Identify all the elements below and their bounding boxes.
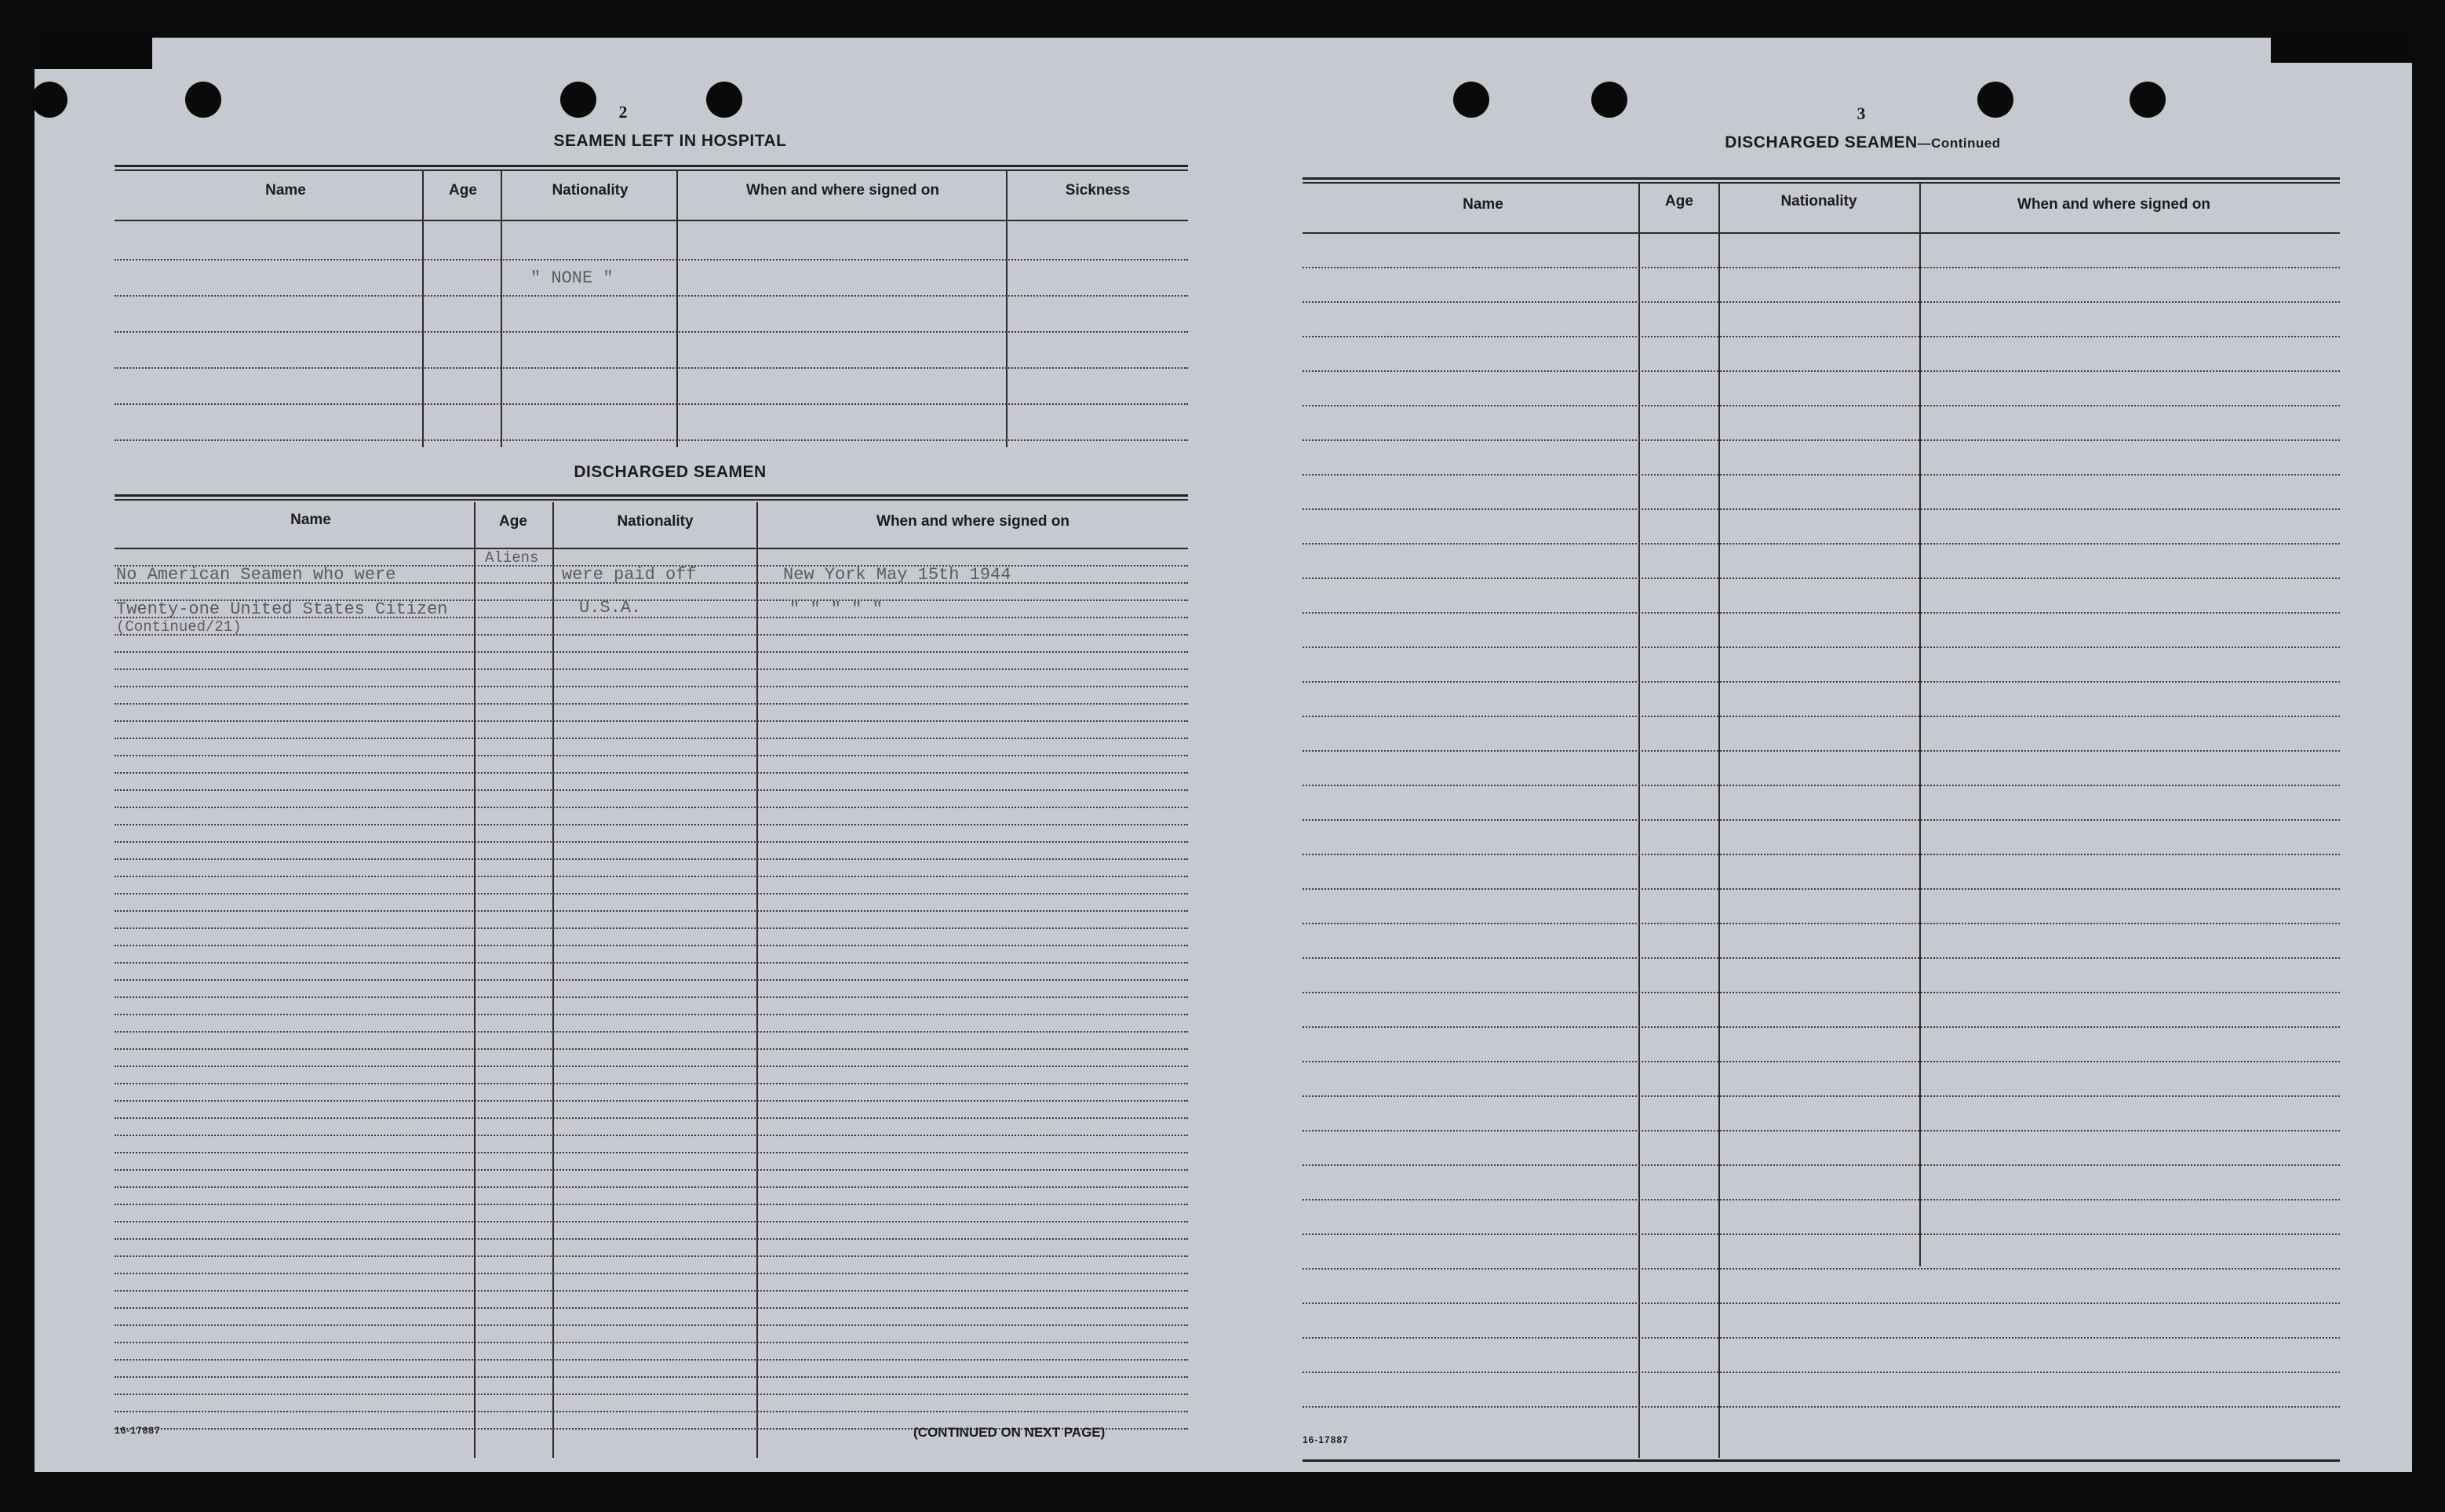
- page-number: 3: [1857, 104, 1866, 123]
- table-row: [115, 738, 1188, 739]
- table-row: [1303, 508, 2340, 510]
- table-row: [1303, 1303, 2340, 1304]
- table-row: [115, 1031, 1188, 1033]
- column-header-age: Age: [449, 182, 477, 199]
- table-row: [115, 1221, 1188, 1222]
- column-header-signed-on: When and where signed on: [876, 513, 1069, 530]
- discharged-rows: [115, 548, 1188, 1466]
- table-row: [115, 807, 1188, 808]
- table-row: [1303, 1164, 2340, 1166]
- entry-line3-name: (Continued/21): [116, 618, 242, 636]
- table-row: [1303, 1026, 2340, 1028]
- table-row: [1303, 612, 2340, 614]
- table-row: [115, 824, 1188, 825]
- column-header-sickness: Sickness: [1065, 182, 1131, 199]
- table-row: [115, 1290, 1188, 1292]
- table-row: [1303, 267, 2340, 268]
- table-row: [115, 1342, 1188, 1343]
- table-row: [115, 1307, 1188, 1309]
- table-row: [1303, 543, 2340, 545]
- table-row: [115, 772, 1188, 774]
- table-bottom-rule: [1303, 1459, 2340, 1462]
- table-row: [1303, 1199, 2340, 1200]
- table-rule: [115, 499, 1188, 501]
- document-sheet: [35, 38, 2412, 1472]
- table-row: [1303, 1268, 2340, 1270]
- column-header-name: Name: [265, 182, 306, 199]
- table-row: [1303, 750, 2340, 752]
- table-row: [115, 367, 1188, 369]
- table-row: [115, 1135, 1188, 1136]
- table-row: [1303, 1233, 2340, 1235]
- table-row: [1303, 1372, 2340, 1373]
- left-page: [35, 38, 1196, 1472]
- table-row: [115, 1255, 1188, 1257]
- table-row: [1303, 819, 2340, 821]
- hospital-rows: [115, 220, 1188, 455]
- hospital-none-entry: " NONE ": [530, 268, 614, 288]
- table-row: [115, 1100, 1188, 1102]
- column-header-nationality: Nationality: [617, 513, 694, 530]
- entry-line1-name: No American Seamen who were: [116, 565, 396, 585]
- table-row: [115, 703, 1188, 705]
- table-row: [1303, 716, 2340, 717]
- table-rule: [1303, 182, 2340, 184]
- table-row: [115, 634, 1188, 636]
- table-row: [115, 1083, 1188, 1084]
- table-row: [1303, 888, 2340, 890]
- table-row: [115, 1238, 1188, 1240]
- table-row: [115, 962, 1188, 964]
- table-row: [1303, 1095, 2340, 1097]
- column-header-name: Name: [290, 512, 331, 528]
- table-row: [115, 1204, 1188, 1205]
- table-row: [115, 841, 1188, 843]
- table-row: [115, 720, 1188, 722]
- table-row: [1303, 1406, 2340, 1408]
- form-number: 16-17887: [115, 1425, 161, 1436]
- table-row: [115, 996, 1188, 998]
- table-row: [1303, 647, 2340, 648]
- table-row: [115, 1394, 1188, 1395]
- entry-line1-signed-on: New York May 15th 1944: [783, 565, 1011, 585]
- table-row: [1303, 923, 2340, 924]
- title-main: DISCHARGED SEAMEN: [1725, 133, 1918, 151]
- table-row: [115, 1411, 1188, 1412]
- table-row: [115, 1169, 1188, 1171]
- table-rule: [115, 165, 1188, 167]
- table-rule: [1303, 177, 2340, 180]
- table-rule: [115, 494, 1188, 497]
- continued-note: (CONTINUED ON NEXT PAGE): [913, 1425, 1106, 1440]
- entry-line1-nationality: were paid off: [562, 565, 697, 585]
- table-row: [1303, 992, 2340, 993]
- table-row: [115, 403, 1188, 405]
- column-header-age: Age: [499, 513, 527, 530]
- table-row: [1303, 577, 2340, 579]
- table-row: [115, 259, 1188, 261]
- table-row: [115, 927, 1188, 929]
- table-row: [115, 686, 1188, 687]
- table-row: [115, 331, 1188, 333]
- table-row: [115, 1273, 1188, 1274]
- table-row: [115, 439, 1188, 441]
- column-header-signed-on: When and where signed on: [746, 182, 939, 199]
- table-row: [115, 1014, 1188, 1015]
- discharged-section-title: DISCHARGED SEAMEN: [574, 463, 767, 481]
- table-row: [115, 1048, 1188, 1050]
- table-row: [115, 1324, 1188, 1326]
- discharged-continued-rows: [1303, 232, 2340, 1464]
- table-row: [115, 858, 1188, 860]
- table-row: [1303, 405, 2340, 406]
- entry-line1-age: Aliens: [485, 549, 539, 567]
- column-header-nationality: Nationality: [1780, 193, 1857, 209]
- table-row: [115, 1359, 1188, 1361]
- table-row: [115, 893, 1188, 894]
- discharged-continued-title: [1580, 133, 2145, 152]
- table-row: [1303, 854, 2340, 855]
- title-suffix: —Continued: [1917, 136, 2001, 151]
- table-row: [1303, 439, 2340, 441]
- table-row: [115, 1186, 1188, 1188]
- table-row: [115, 945, 1188, 946]
- table-row: [1303, 1130, 2340, 1131]
- table-row: [115, 1117, 1188, 1119]
- entry-line2-signed-on: " " " " ": [789, 599, 883, 619]
- entry-line2-name: Twenty-one United States Citizen: [116, 599, 448, 619]
- table-row: [115, 1066, 1188, 1067]
- table-row: [1303, 474, 2340, 475]
- page-number: 2: [618, 102, 628, 122]
- table-row: [115, 979, 1188, 981]
- table-row: [115, 295, 1188, 297]
- hospital-section-title: SEAMEN LEFT IN HOSPITAL: [553, 132, 787, 150]
- column-header-age: Age: [1665, 193, 1693, 209]
- table-row: [115, 755, 1188, 756]
- column-header-name: Name: [1463, 196, 1503, 213]
- table-row: [1303, 1061, 2340, 1062]
- table-row: [1303, 301, 2340, 303]
- table-row: [1303, 370, 2340, 372]
- table-row: [115, 1152, 1188, 1153]
- table-row: [1303, 957, 2340, 959]
- form-number: 16-17887: [1303, 1434, 1349, 1445]
- right-page: [1274, 38, 2412, 1472]
- table-row: [115, 910, 1188, 912]
- table-row: [1303, 336, 2340, 337]
- table-row: [1303, 785, 2340, 786]
- table-row: [1303, 681, 2340, 683]
- table-rule: [115, 169, 1188, 171]
- table-row: [115, 1376, 1188, 1378]
- table-row: [115, 789, 1188, 791]
- column-header-signed-on: When and where signed on: [2017, 196, 2210, 213]
- entry-line2-nationality: U.S.A.: [579, 598, 642, 618]
- table-row: [1303, 1337, 2340, 1339]
- table-row: [115, 876, 1188, 877]
- table-row: [115, 651, 1188, 653]
- column-header-nationality: Nationality: [552, 182, 629, 199]
- table-row: [115, 669, 1188, 670]
